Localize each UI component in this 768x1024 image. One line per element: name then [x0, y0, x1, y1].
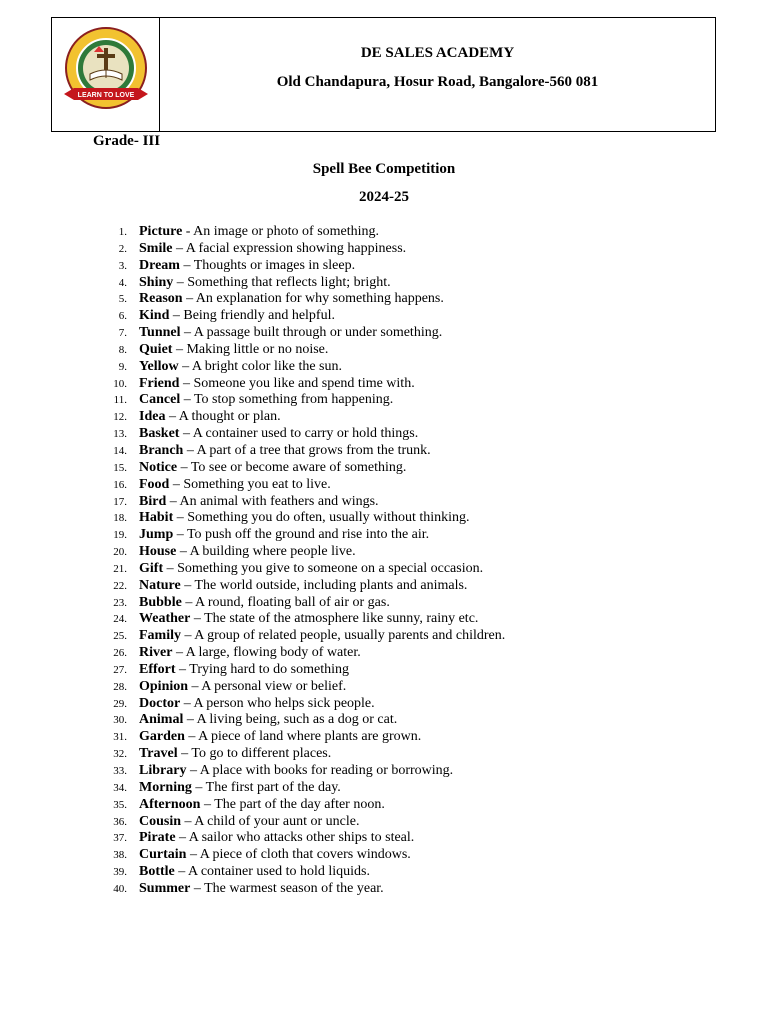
list-item	[101, 376, 721, 393]
separator: –	[172, 240, 186, 256]
list-item	[101, 561, 721, 578]
separator: –	[179, 375, 194, 391]
separator: –	[183, 712, 197, 728]
spelling-word: Nature	[139, 577, 181, 593]
spelling-word: Animal	[139, 712, 184, 728]
spelling-word: Opinion	[139, 678, 189, 694]
word-definition: A thought or plan.	[178, 409, 281, 425]
word-definition: A container used to hold liquids.	[188, 864, 370, 880]
list-number: 18.	[113, 512, 127, 525]
spelling-word: Idea	[139, 409, 166, 425]
list-item	[101, 477, 721, 494]
list-number: 20.	[113, 546, 127, 559]
list-number: 30.	[113, 714, 127, 727]
list-number: 7.	[118, 327, 127, 340]
spelling-word: Library	[139, 763, 187, 778]
separator: –	[174, 864, 188, 880]
list-number: 37.	[113, 832, 127, 845]
list-item	[101, 712, 721, 729]
word-definition: A personal view or belief.	[201, 678, 347, 694]
spelling-word: Shiny	[139, 274, 174, 290]
spelling-word: Food	[139, 476, 170, 492]
word-definition: A round, floating ball of air or gas.	[195, 594, 390, 610]
word-definition: The warmest season of the year.	[204, 880, 384, 896]
spelling-word: Quiet	[139, 341, 173, 357]
word-definition: An image or photo of something.	[193, 224, 380, 239]
list-item	[101, 325, 721, 342]
separator: –	[165, 409, 179, 425]
list-item	[101, 679, 721, 696]
word-definition: A part of a tree that grows from the trunk.	[196, 442, 431, 458]
word-definition: Thoughts or images in sleep.	[193, 257, 356, 273]
list-item	[101, 392, 721, 409]
spelling-word: Basket	[139, 426, 180, 442]
list-number: 31.	[113, 731, 127, 744]
list-item	[101, 426, 721, 443]
list-number: 12.	[113, 411, 127, 424]
list-item	[101, 864, 721, 881]
separator: –	[177, 459, 191, 475]
word-definition: Trying hard to do something	[189, 661, 350, 677]
list-number: 24.	[113, 613, 127, 626]
list-number: 17.	[113, 495, 127, 508]
separator: –	[181, 628, 195, 644]
separator: –	[190, 880, 205, 896]
word-definition: A place with books for reading or borrowing.	[199, 763, 454, 778]
spelling-word: Pirate	[139, 830, 176, 846]
spelling-word: Dream	[139, 257, 180, 273]
list-number: 32.	[113, 748, 127, 761]
school-header	[51, 17, 716, 132]
spelling-word: Bird	[139, 493, 167, 509]
spelling-word: Family	[139, 628, 181, 644]
word-definition: The first part of the day.	[205, 779, 341, 795]
list-item	[101, 308, 721, 325]
list-item	[101, 645, 721, 662]
list-number: 3.	[118, 259, 127, 272]
list-number: 19.	[113, 529, 127, 542]
list-number: 35.	[113, 798, 127, 811]
spelling-word: Yellow	[139, 358, 179, 374]
list-number: 1.	[118, 226, 127, 238]
spelling-word: Reason	[139, 291, 183, 307]
separator: –	[172, 645, 186, 661]
separator: –	[179, 426, 193, 442]
list-number: 25.	[113, 630, 127, 643]
word-definition: The part of the day after noon.	[214, 796, 385, 812]
spelling-word: Cousin	[139, 813, 182, 829]
list-number: 14.	[113, 444, 127, 457]
separator: –	[172, 341, 187, 357]
spelling-word: Branch	[139, 442, 184, 458]
separator: –	[188, 678, 202, 694]
list-item	[101, 628, 721, 645]
spelling-word: Jump	[139, 527, 174, 543]
spelling-word: Habit	[139, 510, 174, 526]
list-item	[101, 494, 721, 511]
list-number: 13.	[113, 428, 127, 441]
separator: –	[180, 392, 194, 408]
list-number: 27.	[113, 663, 127, 676]
list-item	[101, 595, 721, 612]
school-logo	[60, 24, 152, 116]
list-item	[101, 814, 721, 831]
spelling-word: Weather	[139, 611, 191, 627]
separator: –	[200, 796, 215, 812]
list-item	[101, 527, 721, 544]
word-list	[101, 224, 721, 898]
separator: -	[182, 224, 194, 239]
list-item	[101, 847, 721, 864]
spelling-word: Kind	[139, 308, 170, 324]
separator: –	[169, 476, 184, 492]
spelling-word: Garden	[139, 729, 185, 745]
list-item	[101, 544, 721, 561]
academic-year: 2024-25	[359, 189, 409, 205]
list-number: 6.	[118, 310, 127, 323]
separator: –	[173, 527, 187, 543]
list-item	[101, 359, 721, 376]
list-number: 15.	[113, 461, 127, 474]
separator: –	[166, 493, 180, 509]
word-definition: A container used to carry or hold things.	[192, 426, 419, 442]
spelling-word: Gift	[139, 560, 164, 576]
word-definition: To stop something from happening.	[193, 392, 394, 408]
word-definition: To go to different places.	[191, 746, 332, 762]
grade-label: Grade- III	[93, 133, 161, 149]
logo-motto: LEARN TO LOVE	[77, 92, 135, 99]
separator: –	[180, 577, 195, 593]
spelling-word: Doctor	[139, 695, 181, 711]
spelling-word: Travel	[139, 746, 178, 762]
school-address: Old Chandapura, Hosur Road, Bangalore-560 081	[276, 74, 599, 90]
word-definition: Something you give to someone on a special occasion.	[177, 560, 484, 576]
list-item	[101, 291, 721, 308]
spelling-word: Tunnel	[139, 325, 181, 341]
list-item	[101, 241, 721, 258]
list-item	[101, 830, 721, 847]
list-item	[101, 578, 721, 595]
spelling-word: Friend	[139, 375, 180, 391]
list-number: 36.	[113, 815, 127, 828]
list-number: 29.	[113, 697, 127, 710]
word-definition: A bright color like the sun.	[191, 358, 342, 374]
word-definition: A building where people live.	[189, 544, 356, 560]
separator: –	[191, 779, 206, 795]
separator: –	[184, 729, 199, 745]
separator: –	[179, 257, 194, 273]
word-definition: A person who helps sick people.	[193, 695, 375, 711]
document-title: Spell Bee Competition	[312, 161, 456, 177]
list-number: 33.	[113, 765, 127, 777]
word-definition: A group of related people, usually parents and children.	[194, 628, 506, 644]
list-number: 8.	[118, 343, 127, 356]
list-item	[101, 729, 721, 746]
word-definition: The world outside, including plants and animals.	[194, 577, 468, 593]
word-definition: To push off the ground and rise into the air.	[186, 527, 430, 543]
spelling-word: Picture	[139, 224, 183, 239]
separator: –	[186, 847, 200, 863]
spelling-word: Bubble	[139, 594, 182, 610]
spelling-word: House	[139, 544, 177, 560]
separator: –	[180, 325, 194, 341]
list-number: 40.	[113, 882, 127, 895]
word-definition: A piece of cloth that covers windows.	[199, 847, 411, 863]
list-item	[101, 746, 721, 763]
separator: –	[178, 358, 192, 374]
word-definition: A piece of land where plants are grown.	[198, 729, 422, 745]
list-number: 28.	[113, 680, 127, 693]
list-item	[101, 443, 721, 460]
list-number: 4.	[118, 276, 127, 289]
word-definition: A child of your aunt or uncle.	[194, 813, 360, 829]
list-item	[101, 460, 721, 477]
word-definition: To see or become aware of something.	[190, 459, 407, 475]
list-number: 16.	[113, 478, 127, 491]
list-number: 5.	[118, 293, 127, 306]
word-definition: A large, flowing body of water.	[185, 645, 361, 661]
list-item	[101, 510, 721, 527]
list-item	[101, 780, 721, 797]
separator: –	[176, 544, 190, 560]
list-number: 38.	[113, 849, 127, 862]
spelling-word: Morning	[139, 779, 192, 795]
list-item	[101, 342, 721, 359]
list-item	[101, 258, 721, 275]
spelling-word: River	[139, 645, 173, 661]
word-definition: Something you do often, usually without thinking.	[187, 510, 470, 526]
list-number: 21.	[113, 562, 127, 575]
spelling-word: Bottle	[139, 864, 175, 880]
list-item	[101, 611, 721, 628]
separator: –	[183, 442, 197, 458]
list-item	[101, 797, 721, 814]
separator: –	[181, 813, 195, 829]
list-item	[101, 881, 721, 898]
word-definition: A sailor who attacks other ships to steal.	[188, 830, 415, 846]
spelling-word: Cancel	[139, 392, 181, 408]
word-definition: A living being, such as a dog or cat.	[196, 712, 398, 728]
word-definition: Making little or no noise.	[186, 341, 329, 357]
list-item	[101, 696, 721, 713]
spelling-word: Summer	[139, 880, 191, 896]
separator: –	[177, 746, 192, 762]
word-definition: A passage built through or under something.	[193, 325, 443, 341]
list-number: 2.	[118, 242, 127, 255]
separator: –	[175, 830, 189, 846]
word-definition: An explanation for why something happens.	[195, 291, 444, 307]
word-definition: Something you eat to live.	[183, 476, 331, 492]
spelling-word: Notice	[139, 459, 178, 475]
word-definition: A facial expression showing happiness.	[185, 240, 407, 256]
list-number: 22.	[113, 579, 127, 592]
list-number: 9.	[118, 360, 127, 373]
spelling-word: Afternoon	[139, 796, 201, 812]
list-item	[101, 763, 721, 780]
separator: –	[186, 763, 200, 778]
word-definition: Someone you like and spend time with.	[193, 375, 415, 391]
word-definition: An animal with feathers and wings.	[179, 493, 379, 509]
list-number: 23.	[113, 596, 127, 609]
separator: –	[173, 274, 188, 290]
list-number: 11.	[113, 394, 127, 407]
separator: –	[175, 661, 190, 677]
separator: –	[180, 695, 194, 711]
separator: –	[169, 308, 184, 324]
list-number: 26.	[113, 647, 127, 660]
spelling-word: Curtain	[139, 847, 187, 863]
spelling-word: Effort	[139, 661, 176, 677]
list-number: 10.	[113, 377, 127, 390]
list-item	[101, 662, 721, 679]
separator: –	[182, 291, 196, 307]
list-number: 39.	[113, 866, 127, 879]
list-number: 34.	[113, 781, 127, 794]
school-name: DE SALES ACADEMY	[360, 45, 515, 61]
spelling-word: Smile	[139, 240, 173, 256]
word-definition: The state of the atmosphere like sunny, rainy etc.	[204, 611, 479, 627]
word-definition: Being friendly and helpful.	[183, 308, 335, 324]
separator: –	[181, 594, 196, 610]
list-item	[101, 224, 721, 241]
separator: –	[163, 560, 178, 576]
list-item	[101, 409, 721, 426]
list-item	[101, 275, 721, 292]
separator: –	[190, 611, 205, 627]
separator: –	[173, 510, 188, 526]
word-definition: Something that reflects light; bright.	[187, 274, 391, 290]
